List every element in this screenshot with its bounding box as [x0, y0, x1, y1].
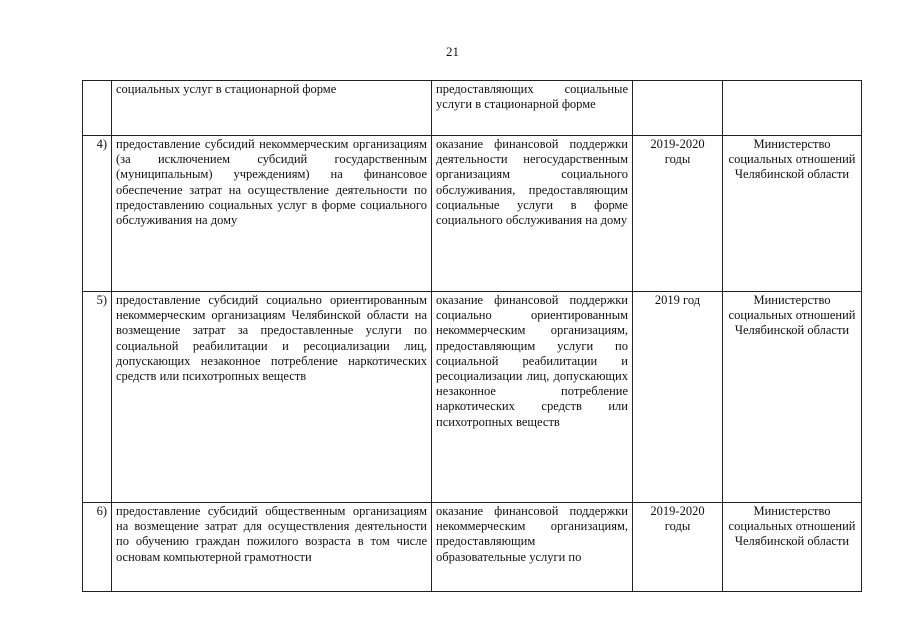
measure-description-cell: предоставление субсидий социально ориентированным некоммерческим организациям Челябинской области на возмещение затрат за предоставленные услуги по социальной реабилитации и ресоциализации лиц, допускающих незаконное потребление наркотических средств или психотропных веществ: [112, 292, 432, 503]
measure-description-cell: предоставление субсидий общественным организациям на возмещение затрат для осуществления деятельности по обучению граждан пожилого возраста в том числе основам компьютерной грамотности: [112, 503, 432, 592]
table-row: [83, 136, 862, 292]
measure-goal-cell: оказание финансовой поддержки деятельности негосударственным организациям социального обслуживания, предоставляющим социальные услуги в форме социального обслуживания на дому: [432, 136, 633, 292]
measure-term-cell: 2019 год: [633, 292, 723, 503]
table-row: [83, 292, 862, 503]
measure-goal-cell: оказание финансовой поддержки социально ориентированным некоммерческим организациям, предоставляющим услуги по социальной реабилитации и ресоциализации лиц, допускающих незаконное потребление наркотических средств или психотропных веществ: [432, 292, 633, 503]
row-number-cell: 6): [83, 503, 112, 592]
measure-goal-cell: предоставляющих социальные услуги в стационарной форме: [432, 81, 633, 136]
measure-description-cell: социальных услуг в стационарной форме: [112, 81, 432, 136]
measures-table: [82, 80, 862, 592]
measure-description-cell: предоставление субсидий некоммерческим организациям (за исключением субсидий государственным (муниципальным) учреждениям) на финансовое обеспечение затрат на осуществление деятельности по предоставлению социальных услуг в форме социального обслуживания на дому: [112, 136, 432, 292]
page-number: 21: [446, 44, 459, 59]
row-number-cell: 5): [83, 292, 112, 503]
table-row: [83, 81, 862, 136]
table-row: [83, 503, 862, 592]
measure-term-cell: 2019-2020 годы: [633, 503, 723, 592]
measure-term-cell: 2019-2020 годы: [633, 136, 723, 292]
measure-goal-cell: оказание финансовой поддержки некоммерческим организациям, предоставляющим образовательные услуги по: [432, 503, 633, 592]
measure-executor-cell: [723, 81, 862, 136]
measure-executor-cell: Министерство социальных отношений Челябинской области: [723, 136, 862, 292]
row-number-cell: [83, 81, 112, 136]
measure-executor-cell: Министерство социальных отношений Челябинской области: [723, 503, 862, 592]
measure-executor-cell: Министерство социальных отношений Челябинской области: [723, 292, 862, 503]
measure-term-cell: [633, 81, 723, 136]
row-number-cell: 4): [83, 136, 112, 292]
